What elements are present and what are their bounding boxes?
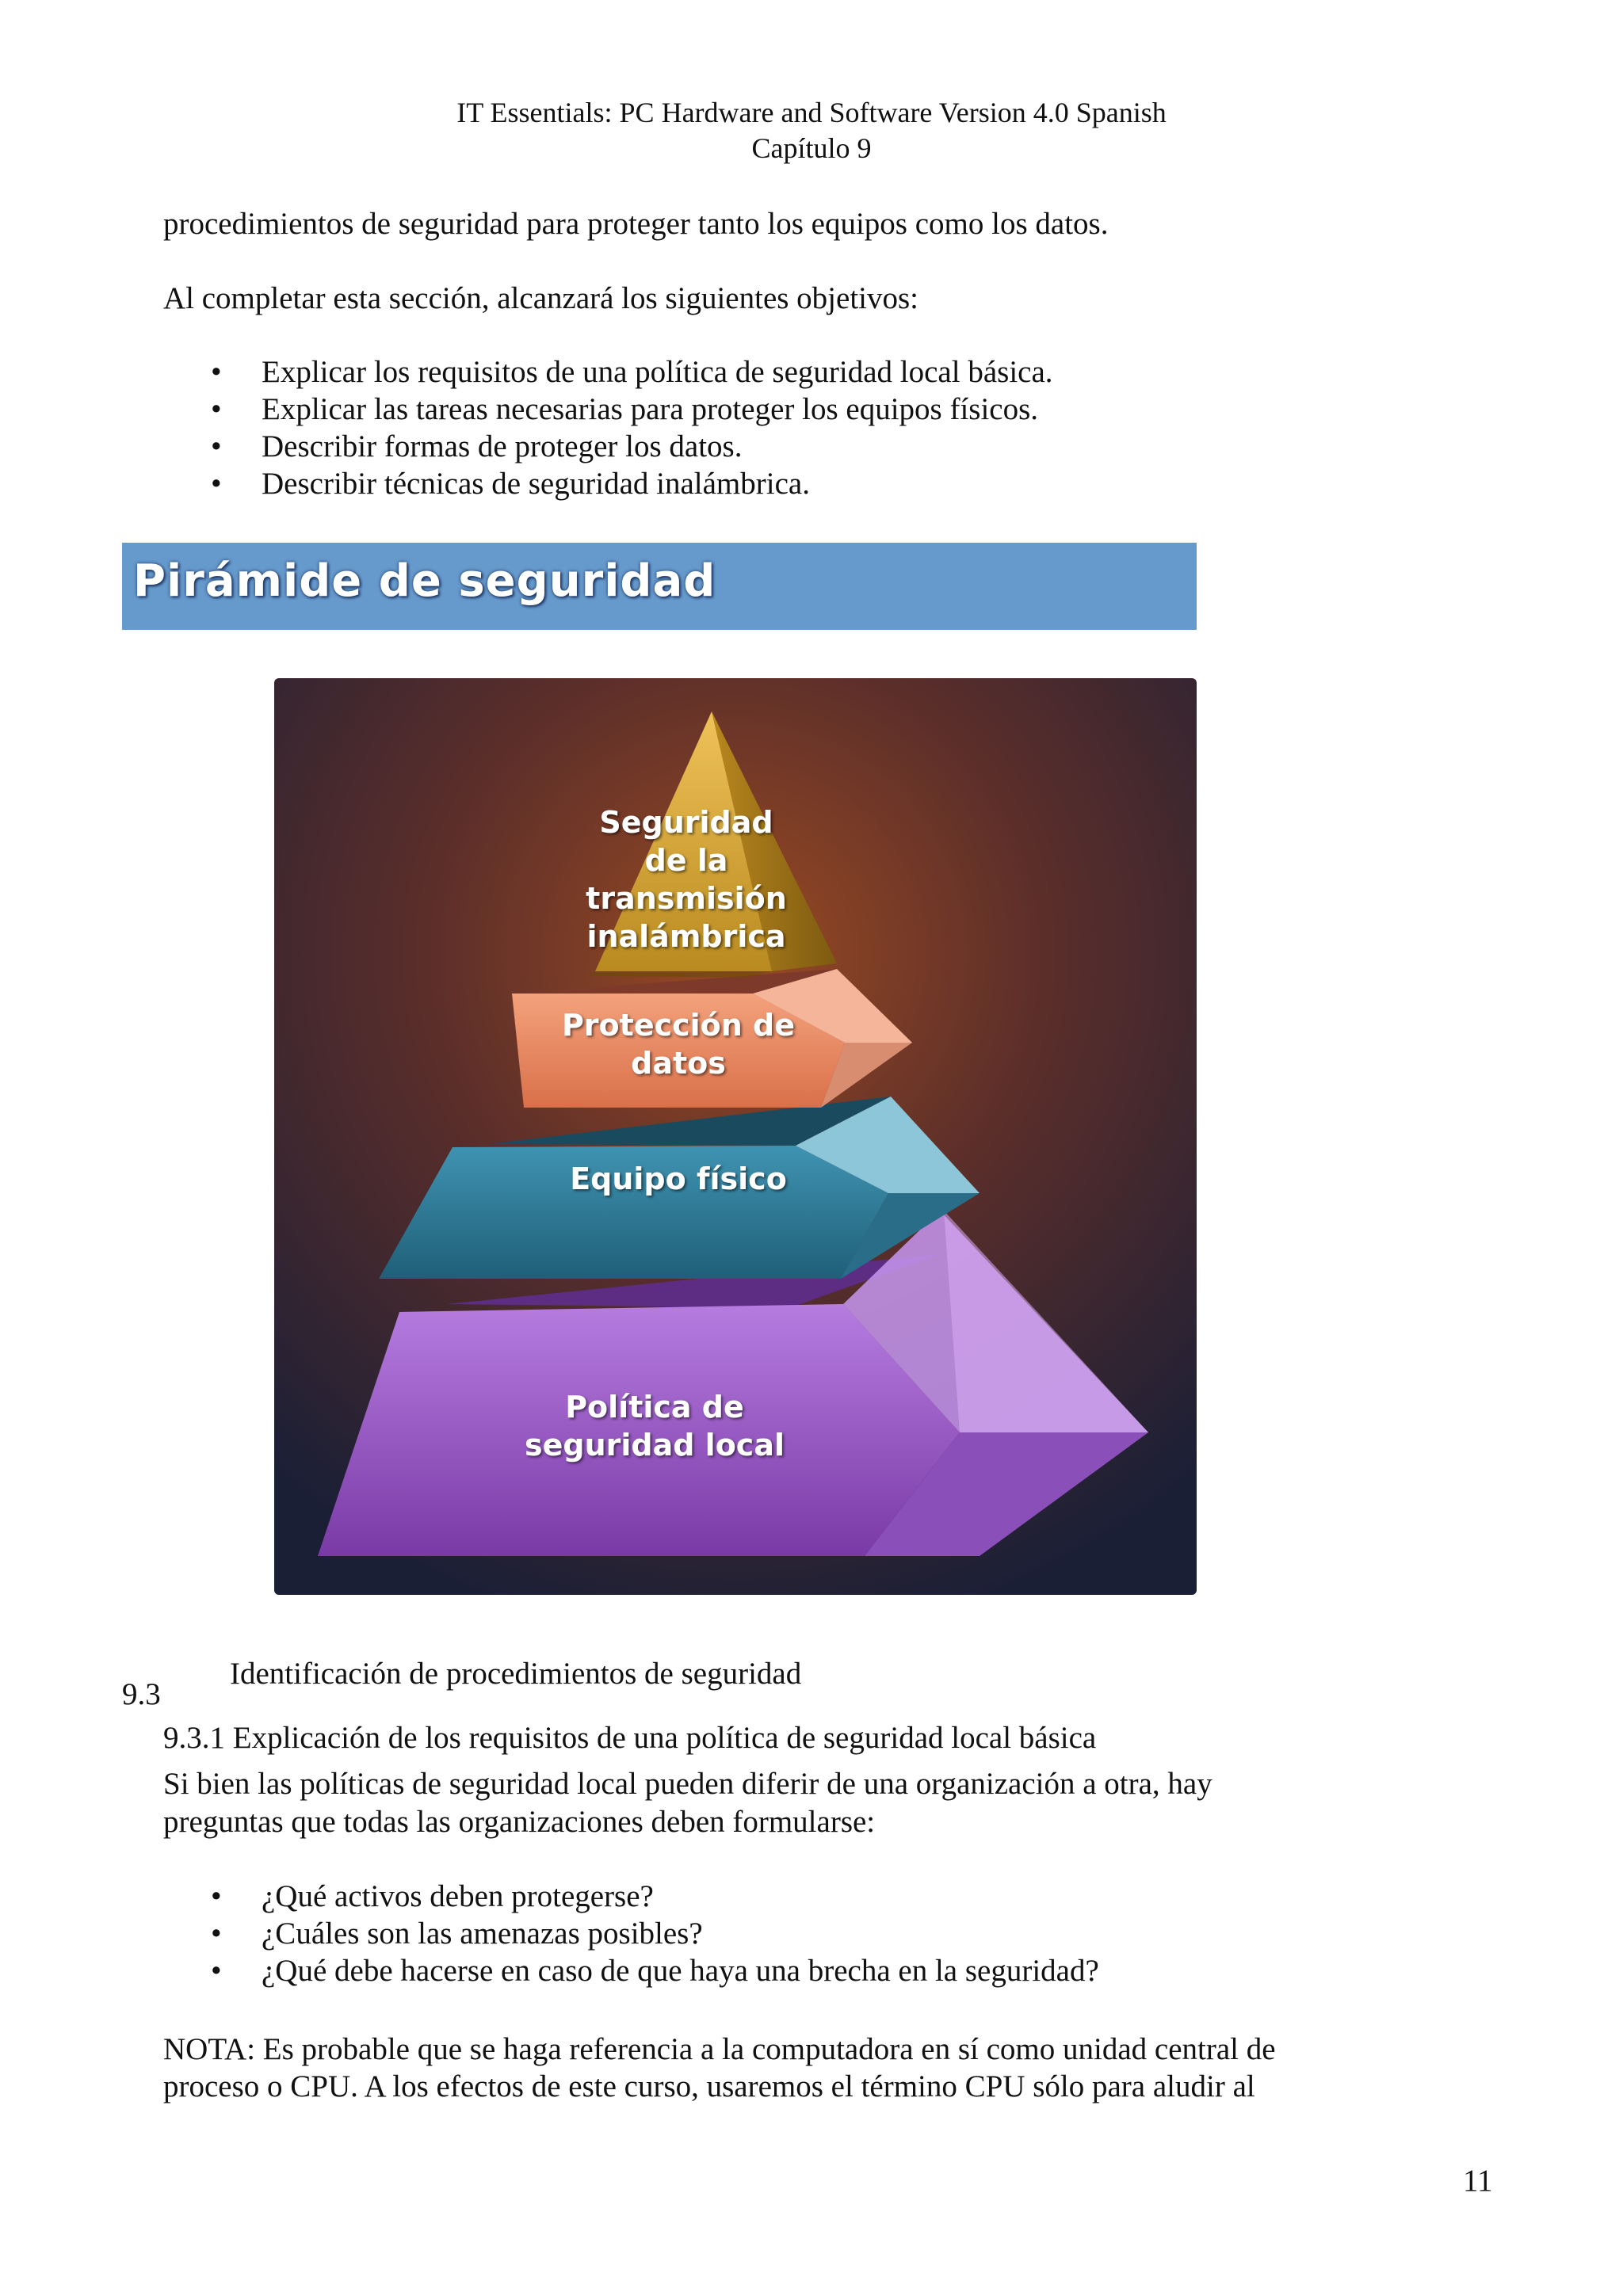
level-label-equipo-fisico: Equipo físico xyxy=(570,1161,787,1196)
list-item: • Explicar los requisitos de una política de seguridad local básica. xyxy=(163,353,1053,391)
level-label-proteccion-de-datos: Protección de datos xyxy=(561,1008,796,1081)
objectives-lead: Al completar esta sección, alcanzará los siguientes objetivos: xyxy=(163,281,919,315)
document-header-chapter: Capítulo 9 xyxy=(751,132,872,164)
section-title: Identificación de procedimientos de seguridad xyxy=(230,1657,802,1691)
note-line-1: NOTA: Es probable que se haga referencia a la computadora en sí como unidad central de xyxy=(163,2032,1276,2066)
intro-continuation-paragraph: procedimientos de seguridad para proteger tanto los equipos como los datos. xyxy=(163,207,1109,241)
level-label-politica-de-seguridad-local: Política de seguridad local xyxy=(524,1390,785,1463)
list-item: • ¿Cuáles son las amenazas posibles? xyxy=(163,1915,1099,1952)
list-item: • Explicar las tareas necesarias para proteger los equipos físicos. xyxy=(163,391,1053,428)
note-line-2: proceso o CPU. A los efectos de este curso, usaremos el término CPU sólo para aludir al xyxy=(163,2069,1255,2103)
section-number: 9.3 xyxy=(122,1677,161,1711)
section-body-line-1: Si bien las políticas de seguridad local pueden diferir de una organización a otra, hay xyxy=(163,1767,1212,1801)
list-item: • ¿Qué debe hacerse en caso de que haya una brecha en la seguridad? xyxy=(163,1952,1099,1989)
subsection-title: 9.3.1 Explicación de los requisitos de una política de seguridad local básica xyxy=(163,1721,1097,1755)
figure-title: Pirámide de seguridad xyxy=(133,555,716,607)
list-item: • Describir formas de proteger los datos. xyxy=(163,428,1053,465)
list-item: • ¿Qué activos deben protegerse? xyxy=(163,1878,1099,1915)
figure-banner xyxy=(122,543,1197,630)
page-number: 11 xyxy=(1463,2164,1493,2198)
questions-list xyxy=(163,1878,1099,1989)
security-pyramid-figure xyxy=(274,678,1197,1595)
document-header-title: IT Essentials: PC Hardware and Software Version 4.0 Spanish xyxy=(456,97,1167,128)
section-body-line-2: preguntas que todas las organizaciones deben formularse: xyxy=(163,1805,876,1839)
level-label-seguridad-transmision: Seguridad de la transmisión inalámbrica xyxy=(586,805,787,954)
list-item: • Describir técnicas de seguridad inalámbrica. xyxy=(163,465,1053,502)
objectives-list xyxy=(163,353,1053,502)
